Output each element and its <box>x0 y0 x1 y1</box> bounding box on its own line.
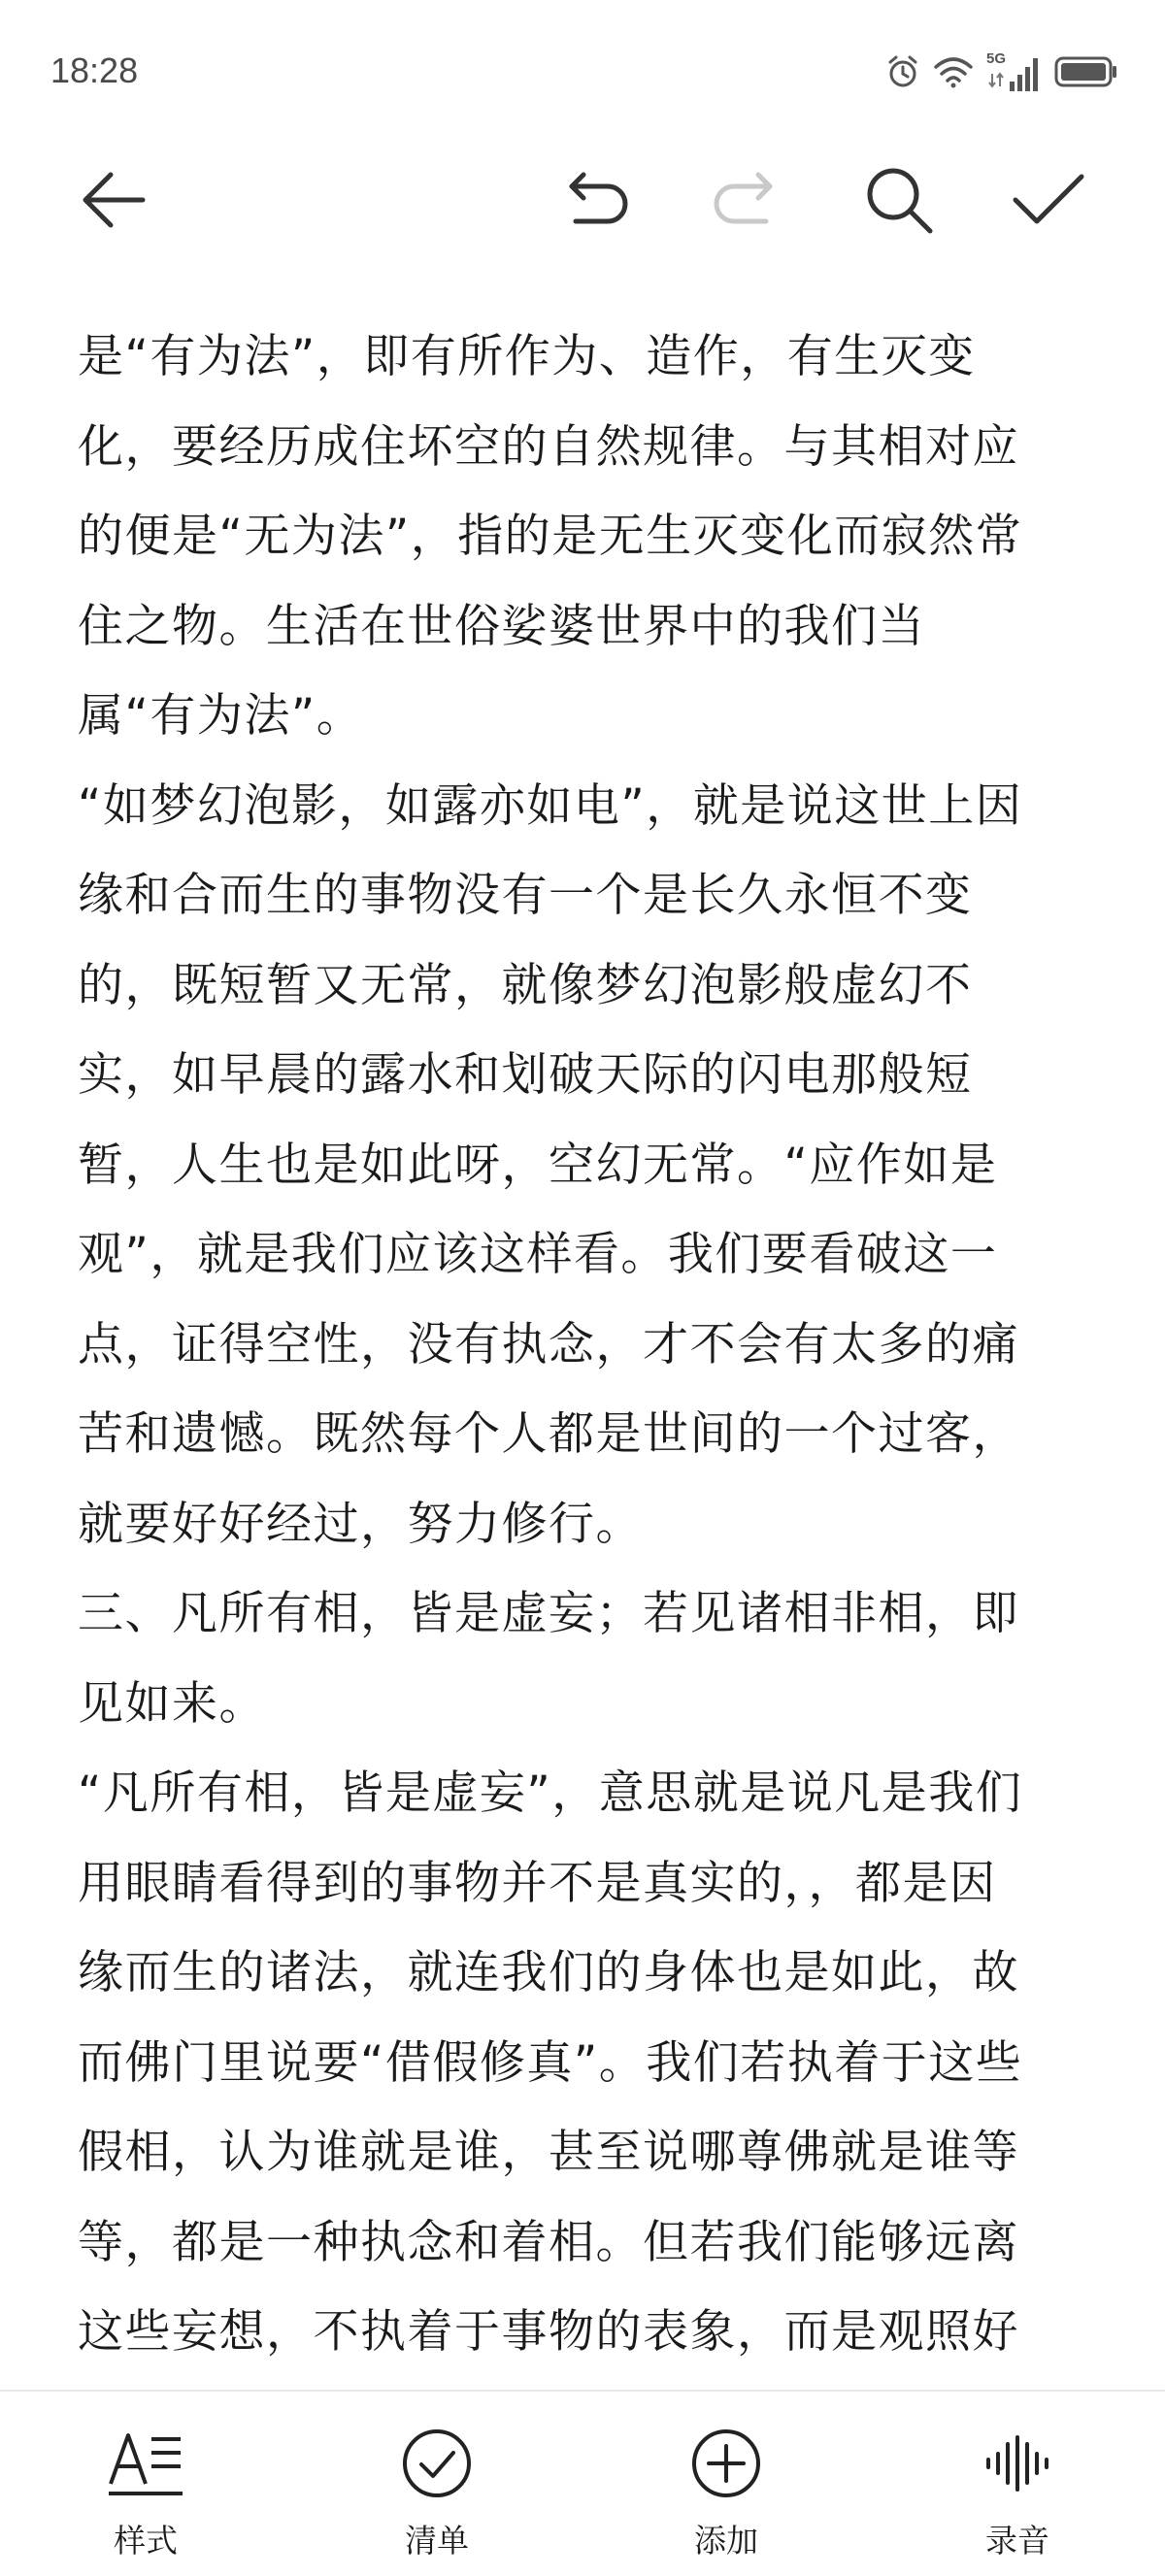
network-type-label: 5G <box>986 50 1007 67</box>
note-line: 化，要经历成住坏空的自然规律。与其相对应 <box>78 419 1019 474</box>
note-line: 实，如早晨的露水和划破天际的闪电那般短 <box>78 1048 973 1102</box>
editor-toolbar <box>0 146 1165 254</box>
text-style-icon <box>107 2425 184 2502</box>
note-line: 三、凡所有相，皆是虚妄；若见诸相非相，即 <box>78 1587 1019 1640</box>
5g-signal-icon <box>986 50 1041 93</box>
note-line: “如梦幻泡影，如露亦如电”，就是说这世上因 <box>78 778 1023 833</box>
note-line: 缘和合而生的事物没有一个是长久永恒不变 <box>78 869 973 922</box>
status-icons <box>885 50 1118 93</box>
redo-icon <box>710 171 778 229</box>
back-button[interactable] <box>58 146 167 254</box>
note-line: 苦和遗憾。既然每个人都是世间的一个过客， <box>78 1407 1019 1461</box>
undo-icon <box>564 171 632 229</box>
style-button[interactable] <box>29 2392 262 2576</box>
note-line: 而佛门里说要“借假修真”。我们若执着于这些 <box>78 2035 1023 2090</box>
search-button[interactable] <box>845 146 953 254</box>
style-label: 样式 <box>114 2522 178 2559</box>
note-line: 点，证得空性，没有执念，才不会有太多的痛 <box>78 1317 1019 1371</box>
status-bar <box>0 0 1165 146</box>
note-line: 用眼睛看得到的事物并不是真实的，，都是因 <box>78 1856 997 1910</box>
note-line: 观”，就是我们应该这样看。我们要看破这一 <box>78 1228 998 1281</box>
note-line: 等，都是一种执念和着相。但若我们能够远离 <box>78 2215 1019 2269</box>
undo-button[interactable] <box>544 146 652 254</box>
add-circle-icon <box>687 2425 765 2502</box>
checklist-label: 清单 <box>405 2522 469 2559</box>
note-line: 是“有为法”，即有所作为、造作，有生灭变 <box>78 330 976 383</box>
note-line: 见如来。 <box>78 1676 266 1731</box>
status-time: 18:28 <box>50 50 139 90</box>
wifi-icon <box>934 55 973 92</box>
battery-icon <box>1054 55 1118 92</box>
checklist-button[interactable] <box>320 2392 553 2576</box>
add-button[interactable] <box>610 2392 843 2576</box>
back-arrow-icon <box>79 166 147 234</box>
alarm-icon <box>885 54 920 93</box>
checklist-icon <box>398 2425 476 2502</box>
audio-wave-icon <box>979 2425 1056 2502</box>
note-line: 的便是“无为法”，指的是无生灭变化而寂然常 <box>78 510 1023 563</box>
search-icon <box>862 163 936 237</box>
note-line: 住之物。生活在世俗娑婆世界中的我们当 <box>78 599 925 653</box>
note-line: 就要好好经过，努力修行。 <box>78 1497 643 1551</box>
record-button[interactable] <box>901 2392 1134 2576</box>
note-line: 假相，认为谁就是谁，甚至说哪尊佛就是谁等 <box>78 2126 1019 2179</box>
note-line: 这些妄想，不执着于事物的表象，而是观照好 <box>78 2305 1019 2359</box>
record-label: 录音 <box>985 2522 1049 2559</box>
add-label: 添加 <box>694 2522 758 2559</box>
note-line: 缘而生的诸法，就连我们的身体也是如此，故 <box>78 1946 1019 1999</box>
note-line: 属“有为法”。 <box>78 689 364 743</box>
note-line: “凡所有相，皆是虚妄”，意思就是说凡是我们 <box>78 1767 1023 1820</box>
done-button[interactable] <box>994 146 1103 254</box>
note-line: 的，既短暂又无常，就像梦幻泡影般虚幻不 <box>78 958 973 1012</box>
checkmark-icon <box>1012 171 1085 229</box>
note-body[interactable] <box>78 313 1087 2378</box>
redo-button[interactable] <box>689 146 798 254</box>
bottom-toolbar <box>0 2390 1165 2576</box>
note-line: 暂，人生也是如此呀，空幻无常。“应作如是 <box>78 1138 998 1192</box>
